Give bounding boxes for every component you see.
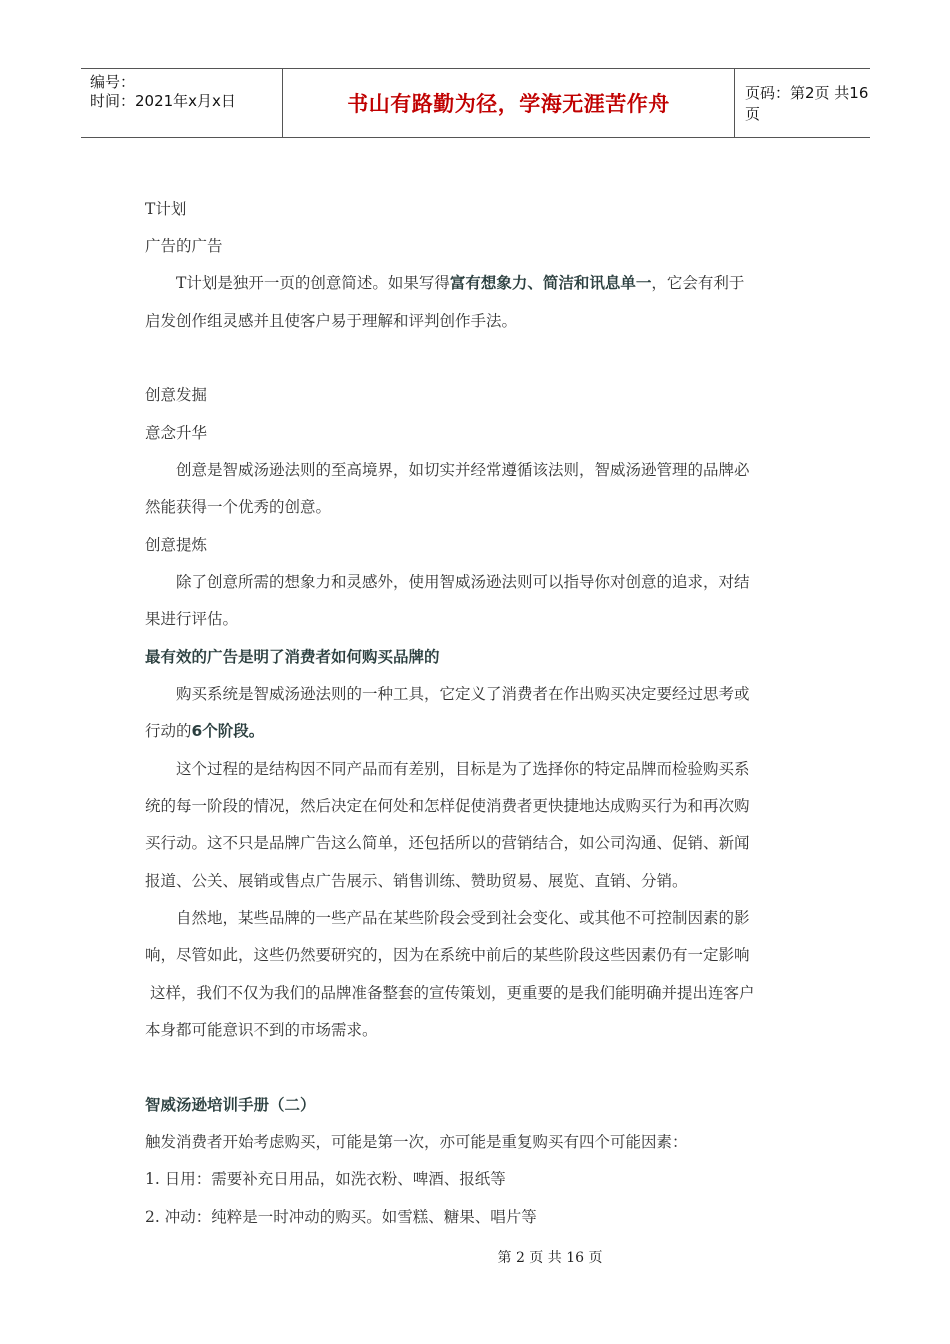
paragraph-line: 这个过程的是结构因不同产品而有差别，目标是为了选择你的特定品牌而检验购买系 — [176, 760, 750, 778]
paragraph-line: 统的每一阶段的情况，然后决定在何处和怎样促使消费者更快捷地达成购买行为和再次购 — [145, 797, 750, 815]
header-meta — [81, 69, 282, 137]
number-label: 编号： — [90, 73, 136, 91]
paragraph-line: 响，尽管如此，这些仍然要研究的，因为在系统中前后的某些阶段这些因素仍有一定影响 — [145, 946, 750, 964]
heading-t-plan: T计划 — [145, 200, 187, 218]
paragraph-line: 报道、公关、展销或售点广告展示、销售训练、赞助贸易、展览、直销、分销。 — [145, 872, 688, 890]
page-label: 页码：第2页 共16页 — [745, 84, 869, 123]
bold-heading-effective-ad: 最有效的广告是明了消费者如何购买品牌的 — [145, 648, 440, 666]
paragraph-line: T计划是独开一页的创意简述。如果写得富有想象力、简洁和讯息单一，它会有利于 — [176, 274, 745, 292]
motto: 书山有路勤为径，学海无涯苦作舟 — [347, 92, 670, 116]
heading-ad-of-ad: 广告的广告 — [145, 237, 223, 255]
paragraph-line: 买行动。这不只是品牌广告这么简单，还包括所以的营销结合，如公司沟通、促销、新闻 — [145, 834, 750, 852]
paragraph-line: 创意是智威汤逊法则的至高境界，如切实并经常遵循该法则，智威汤逊管理的品牌必 — [176, 461, 750, 479]
date-label: 时间：2021年x月x日 — [90, 92, 236, 110]
paragraph-line: 购买系统是智威汤逊法则的一种工具，它定义了消费者在作出购买决定要经过思考或 — [176, 685, 750, 703]
paragraph-line: 这样，我们不仅为我们的品牌准备整套的宣传策划，更重要的是我们能明确并提出连客户 — [150, 984, 755, 1002]
bold-heading-training-manual: 智威汤逊培训手册（二） — [145, 1096, 316, 1114]
list-item: 2. 冲动：纯粹是一时冲动的购买。如雪糕、糖果、唱片等 — [145, 1208, 537, 1226]
paragraph-line: 行动的6个阶段。 — [145, 722, 265, 740]
list-item: 1. 日用：需要补充日用品，如洗衣粉、啤酒、报纸等 — [145, 1170, 506, 1188]
paragraph-line: 除了创意所需的想象力和灵感外，使用智威汤逊法则可以指导你对创意的追求，对结 — [176, 573, 750, 591]
paragraph-line: 触发消费者开始考虑购买，可能是第一次，亦可能是重复购买有四个可能因素： — [145, 1133, 688, 1151]
paragraph-line: 启发创作组灵感并且使客户易于理解和评判创作手法。 — [145, 312, 518, 330]
heading-creative-refine: 创意提炼 — [145, 536, 208, 554]
heading-creative-discovery: 创意发掘 — [145, 386, 208, 404]
paragraph-line: 然能获得一个优秀的创意。 — [145, 498, 332, 516]
paragraph-line: 果进行评估。 — [145, 610, 239, 628]
paragraph-line: 自然地，某些品牌的一些产品在某些阶段会受到社会变化、或其他不可控制因素的影 — [176, 909, 750, 927]
header-motto-cell — [282, 69, 735, 137]
page-footer: 第 2 页 共 16 页 — [497, 1250, 603, 1266]
paragraph-line: 本身都可能意识不到的市场需求。 — [145, 1021, 378, 1039]
header-page-cell — [735, 69, 870, 137]
header-table — [81, 68, 870, 138]
heading-idea-elevation: 意念升华 — [145, 424, 208, 442]
